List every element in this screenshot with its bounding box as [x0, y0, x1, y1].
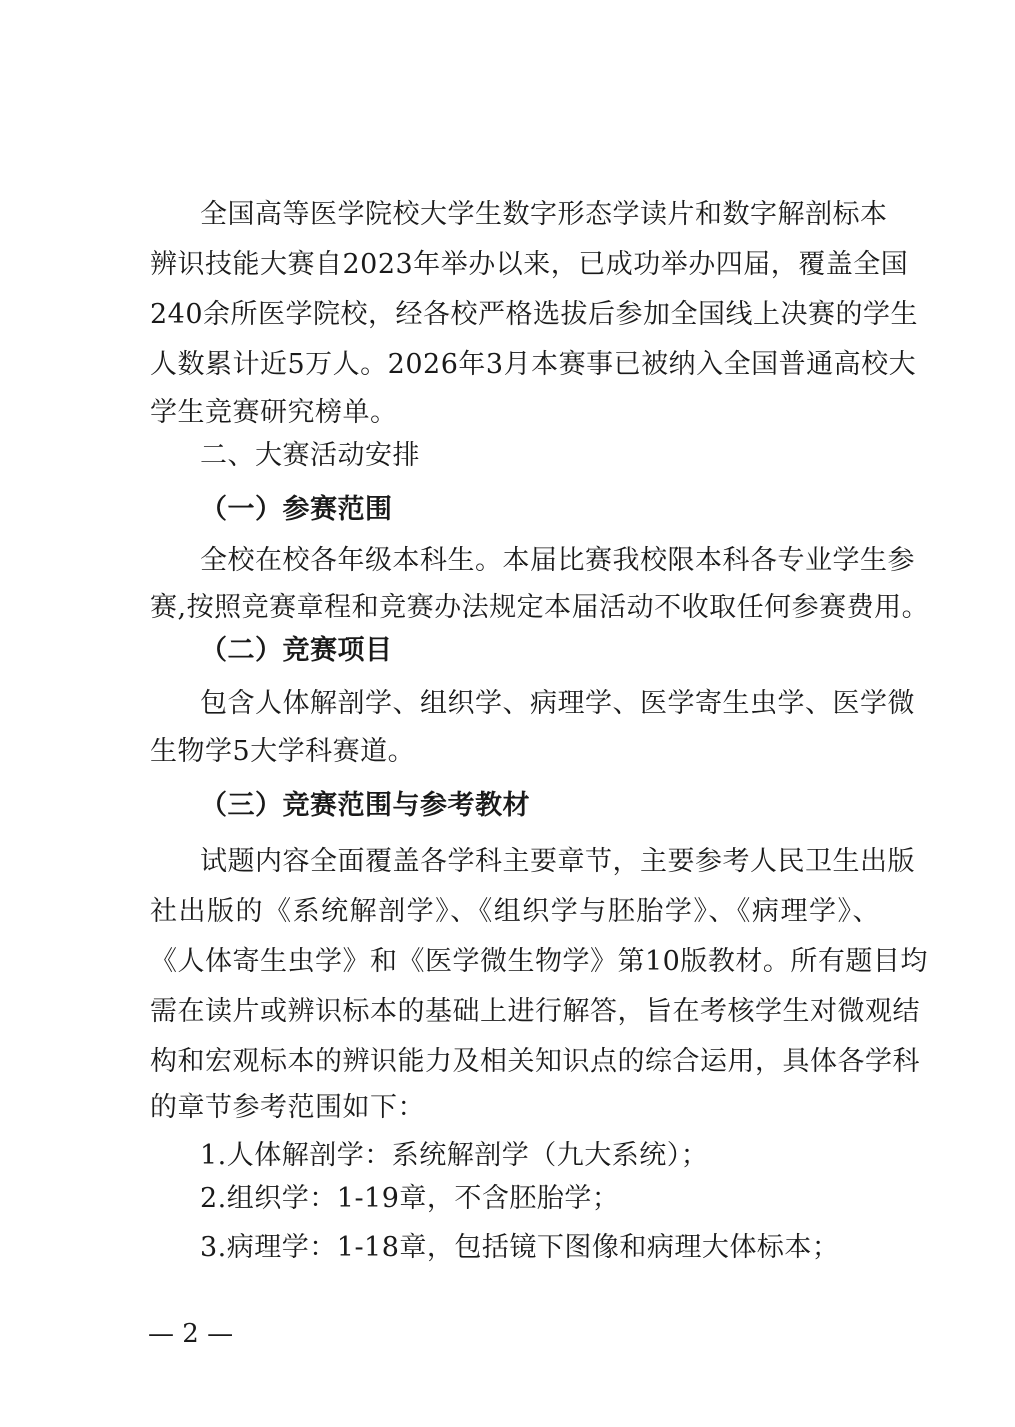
list-item: 3.病理学：1-18章，包括镜下图像和病理大体标本；	[200, 1232, 840, 1263]
body-text-line: 构和宏观标本的辨识能力及相关知识点的综合运用，具体各学科	[150, 1046, 920, 1077]
body-text-line: 生物学5大学科赛道。	[150, 736, 416, 767]
body-text-line: 全校在校各年级本科生。本届比赛我校限本科各专业学生参	[200, 545, 915, 576]
body-text-line: 社出版的《系统解剖学》、《组织学与胚胎学》、《病理学》、	[150, 896, 880, 927]
body-text-line: 需在读片或辨识标本的基础上进行解答，旨在考核学生对微观结	[150, 996, 920, 1027]
list-item: 2.组织学：1-19章，不含胚胎学；	[200, 1183, 620, 1214]
section-heading: 二、大赛活动安排	[200, 440, 420, 471]
subsection-heading: （一）参赛范围	[200, 494, 393, 525]
list-item: 1.人体解剖学：系统解剖学（九大系统）；	[200, 1140, 709, 1171]
subsection-heading: （二）竞赛项目	[200, 635, 393, 666]
body-text-line: 试题内容全面覆盖各学科主要章节，主要参考人民卫生出版	[200, 846, 915, 877]
page-number: — 2 —	[148, 1319, 234, 1349]
body-text-line: 辨识技能大赛自2023年举办以来，已成功举办四届，覆盖全国	[150, 249, 909, 280]
subsection-heading: （三）竞赛范围与参考教材	[200, 790, 530, 821]
body-text-line: 的章节参考范围如下：	[150, 1092, 425, 1123]
body-text-line: 全国高等医学院校大学生数字形态学读片和数字解剖标本	[200, 199, 888, 230]
body-text-line: 240余所医学院校，经各校严格选拔后参加全国线上决赛的学生	[150, 299, 919, 330]
body-text-line: 《人体寄生虫学》和《医学微生物学》第10版教材。所有题目均	[150, 946, 928, 977]
body-text-line: 包含人体解剖学、组织学、病理学、医学寄生虫学、医学微	[200, 688, 915, 719]
body-text-line: 人数累计近5万人。2026年3月本赛事已被纳入全国普通高校大	[150, 349, 917, 380]
body-text-line: 学生竞赛研究榜单。	[150, 397, 398, 428]
body-text-line: 赛,按照竞赛章程和竞赛办法规定本届活动不收取任何参赛费用。	[150, 592, 930, 623]
